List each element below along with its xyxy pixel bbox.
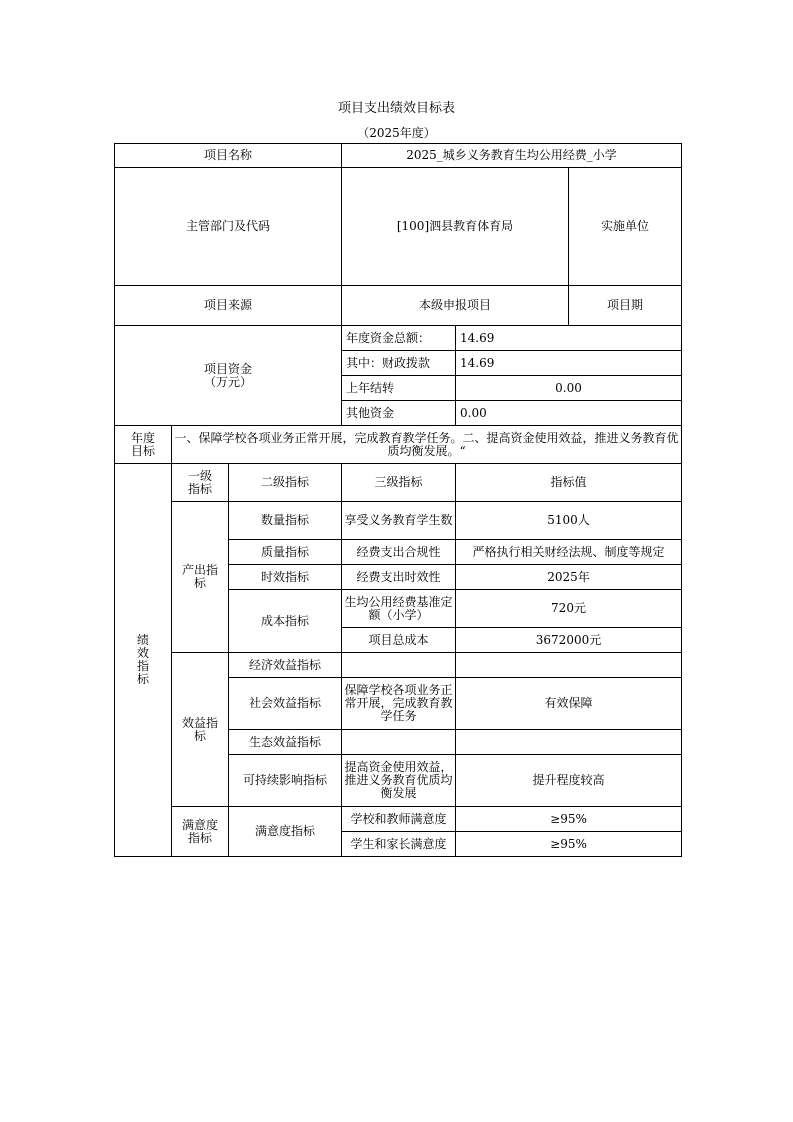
funds-other-label: 其他资金 <box>342 401 456 426</box>
head-level1: 一级 指标 <box>172 464 229 502</box>
benefit-label: 效益指 标 <box>172 653 229 807</box>
funds-label: 项目资金 （万元） <box>115 326 342 426</box>
funds-other-value: 0.00 <box>456 401 682 426</box>
performance-target-table <box>114 143 682 857</box>
cost-label: 成本指标 <box>229 590 342 653</box>
satisfaction-row-value: ≥95% <box>456 807 682 832</box>
funds-fiscal-value: 14.69 <box>456 351 682 376</box>
source-value: 本级申报项目 <box>342 286 569 326</box>
time-value: 2025年 <box>456 565 682 590</box>
funds-total-value: 14.69 <box>456 326 682 351</box>
funds-carryover-value: 0.00 <box>456 376 682 401</box>
cost-row-name: 生均公用经费基准定额（小学） <box>342 590 456 628</box>
output-label: 产出指 标 <box>172 502 229 653</box>
cost-row-value: 3672000元 <box>456 628 682 653</box>
page-title: 项目支出绩效目标表 <box>337 101 455 116</box>
sustainable-value: 提升程度较高 <box>456 755 682 807</box>
cost-row-name: 项目总成本 <box>342 628 456 653</box>
satisfaction-row-name: 学生和家长满意度 <box>342 832 456 857</box>
cost-row-value: 720元 <box>456 590 682 628</box>
dept-value: [100]泗县教育体育局 <box>342 168 569 286</box>
economic-label: 经济效益指标 <box>229 653 342 678</box>
ecological-label: 生态效益指标 <box>229 730 342 755</box>
satisfaction-row-value: ≥95% <box>456 832 682 857</box>
satisfaction-sub-label: 满意度指标 <box>229 807 342 857</box>
head-value: 指标值 <box>456 464 682 502</box>
quality-value: 严格执行相关财经法规、制度等规定 <box>456 540 682 565</box>
ecological-name <box>342 730 456 755</box>
ecological-value <box>456 730 682 755</box>
quantity-name: 享受义务教育学生数 <box>342 502 456 540</box>
quantity-value: 5100人 <box>456 502 682 540</box>
quality-name: 经费支出合规性 <box>342 540 456 565</box>
quality-label: 质量指标 <box>229 540 342 565</box>
quantity-label: 数量指标 <box>229 502 342 540</box>
social-name: 保障学校各项业务正常开展，完成教育教学任务 <box>342 678 456 730</box>
period-label: 项目期 <box>569 286 682 326</box>
head-level3: 三级指标 <box>342 464 456 502</box>
satisfaction-row-name: 学校和教师满意度 <box>342 807 456 832</box>
head-level2: 二级指标 <box>229 464 342 502</box>
economic-name <box>342 653 456 678</box>
indicators-section-label: 绩 效 指 标 <box>115 464 172 857</box>
page-subtitle-year: （2025年度） <box>357 126 436 140</box>
project-name-label: 项目名称 <box>115 144 342 168</box>
social-label: 社会效益指标 <box>229 678 342 730</box>
sustainable-label: 可持续影响指标 <box>229 755 342 807</box>
time-label: 时效指标 <box>229 565 342 590</box>
project-name-value: 2025_城乡义务教育生均公用经费_小学 <box>342 144 682 168</box>
impl-label: 实施单位 <box>569 168 682 286</box>
economic-value <box>456 653 682 678</box>
funds-total-label: 年度资金总额： <box>342 326 456 351</box>
goal-text: 一、保障学校各项业务正常开展，完成教育教学任务。二、提高资金使用效益，推进义务教育优质均衡发展。“ <box>172 426 682 464</box>
social-value: 有效保障 <box>456 678 682 730</box>
funds-fiscal-label: 其中：财政拨款 <box>342 351 456 376</box>
sustainable-name: 提高资金使用效益，推进义务教育优质均衡发展 <box>342 755 456 807</box>
goal-label: 年度 目标 <box>115 426 172 464</box>
time-name: 经费支出时效性 <box>342 565 456 590</box>
source-label: 项目来源 <box>115 286 342 326</box>
dept-label: 主管部门及代码 <box>115 168 342 286</box>
satisfaction-label: 满意度 指标 <box>172 807 229 857</box>
funds-carryover-label: 上年结转 <box>342 376 456 401</box>
